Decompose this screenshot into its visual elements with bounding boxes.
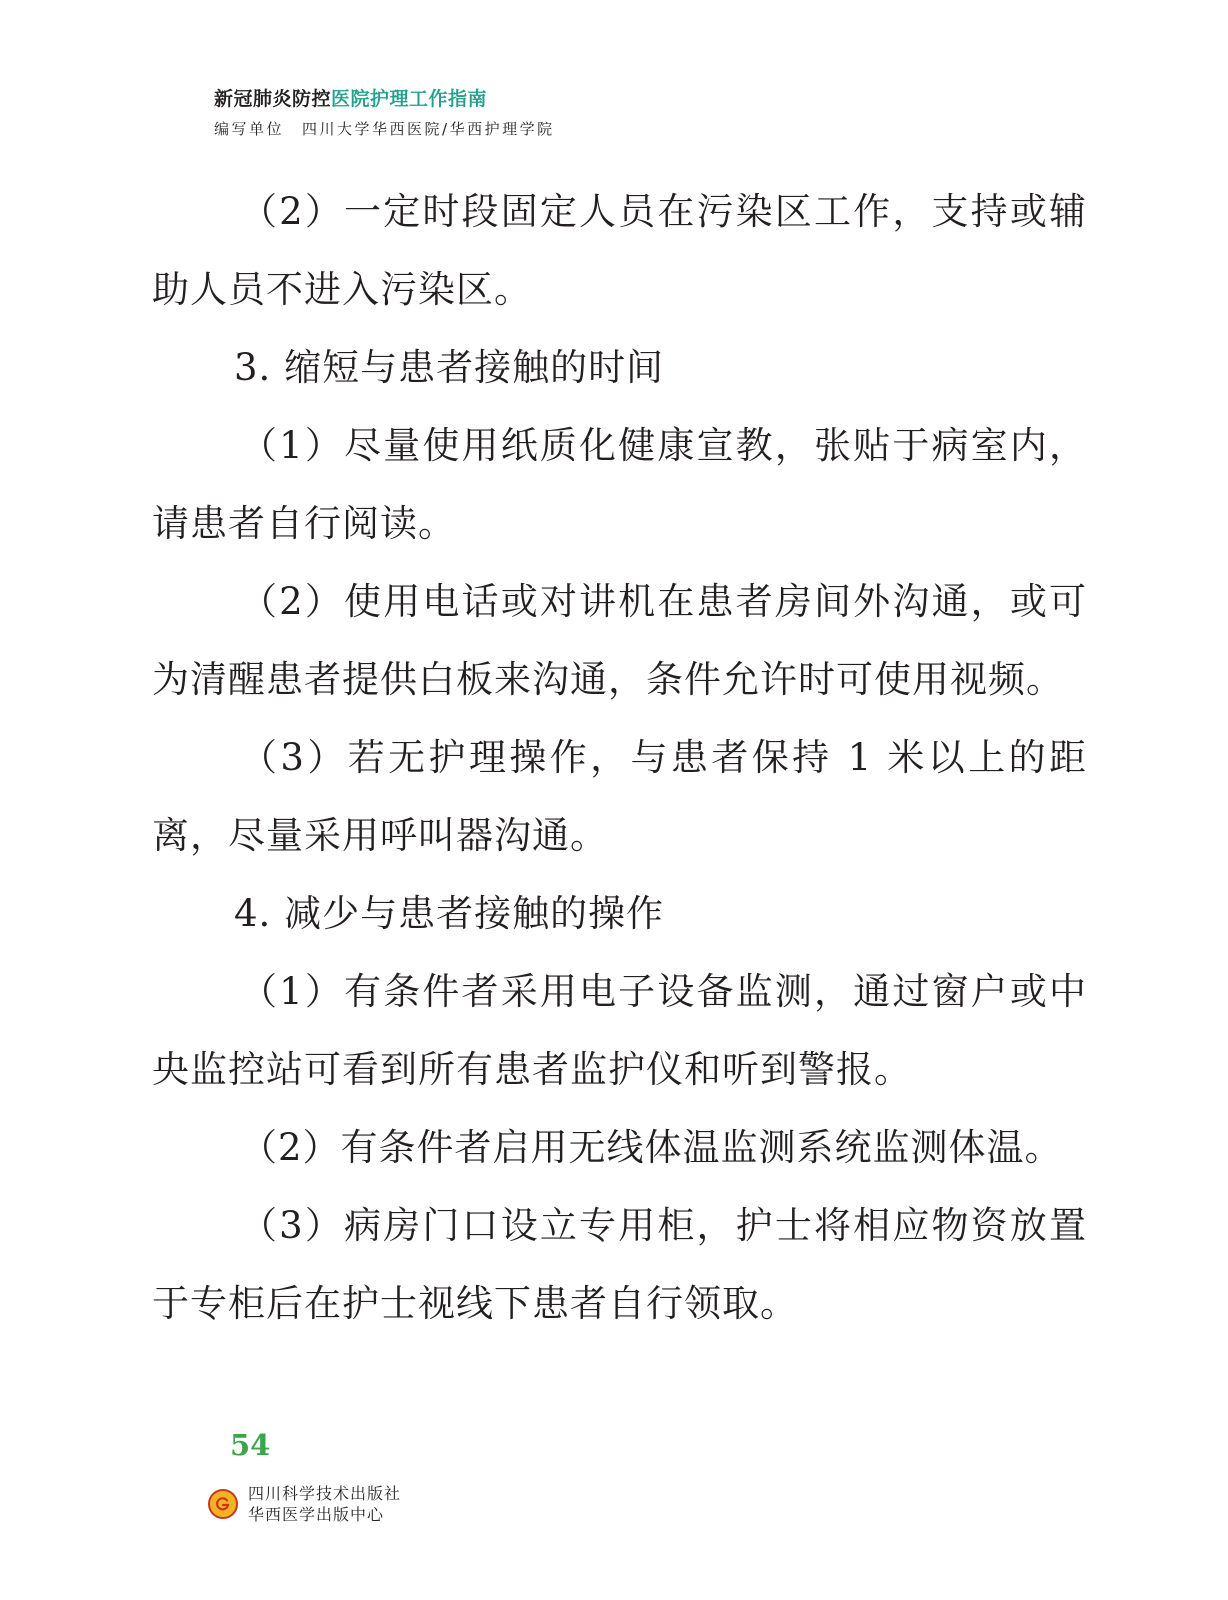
publisher-logo-icon (208, 1489, 238, 1519)
paragraph-3-dedicated-cabinet: （3）病房门口设立专用柜，护士将相应物资放置于专柜后在护士视线下患者自行领取。 (152, 1204, 1087, 1325)
paragraph-1-paper-education: （1）尽量使用纸质化健康宣教，张贴于病室内，请患者自行阅读。 (152, 424, 1087, 545)
book-title-accent: 医院护理工作指南 (331, 88, 488, 110)
book-title (214, 86, 555, 112)
paragraph-2-fixed-staff: （2）一定时段固定人员在污染区工作，支持或辅助人员不进入污染区。 (152, 190, 1087, 311)
section-heading-3: 3. 缩短与患者接触的时间 (234, 346, 665, 389)
page-number: 54 (230, 1428, 271, 1462)
compiler-label: 编写单位 (214, 120, 285, 138)
body-text (152, 173, 1087, 1343)
compiler-line (214, 119, 555, 139)
publisher-imprint (208, 1483, 401, 1525)
publisher-name-1: 四川科学技术出版社 (248, 1484, 402, 1503)
paragraph-1-electronic-monitoring: （1）有条件者采用电子设备监测，通过窗户或中央监控站可看到所有患者监护仪和听到警报。 (152, 970, 1087, 1091)
book-title-main: 新冠肺炎防控 (214, 88, 332, 110)
section-heading-4: 4. 减少与患者接触的操作 (234, 892, 665, 935)
publisher-name-2: 华西医学出版中心 (248, 1505, 385, 1524)
paragraph-2-phone-intercom: （2）使用电话或对讲机在患者房间外沟通，或可为清醒患者提供白板来沟通，条件允许时可使用视频。 (152, 580, 1087, 701)
publisher-names (248, 1483, 401, 1525)
paragraph-3-keep-distance: （3）若无护理操作，与患者保持 1 米以上的距离，尽量采用呼叫器沟通。 (152, 736, 1087, 857)
running-header (214, 86, 555, 139)
paragraph-2-wireless-thermometer: （2）有条件者启用无线体温监测系统监测体温。 (240, 1126, 1063, 1169)
compiler-name: 四川大学华西医院/华西护理学院 (302, 120, 555, 138)
